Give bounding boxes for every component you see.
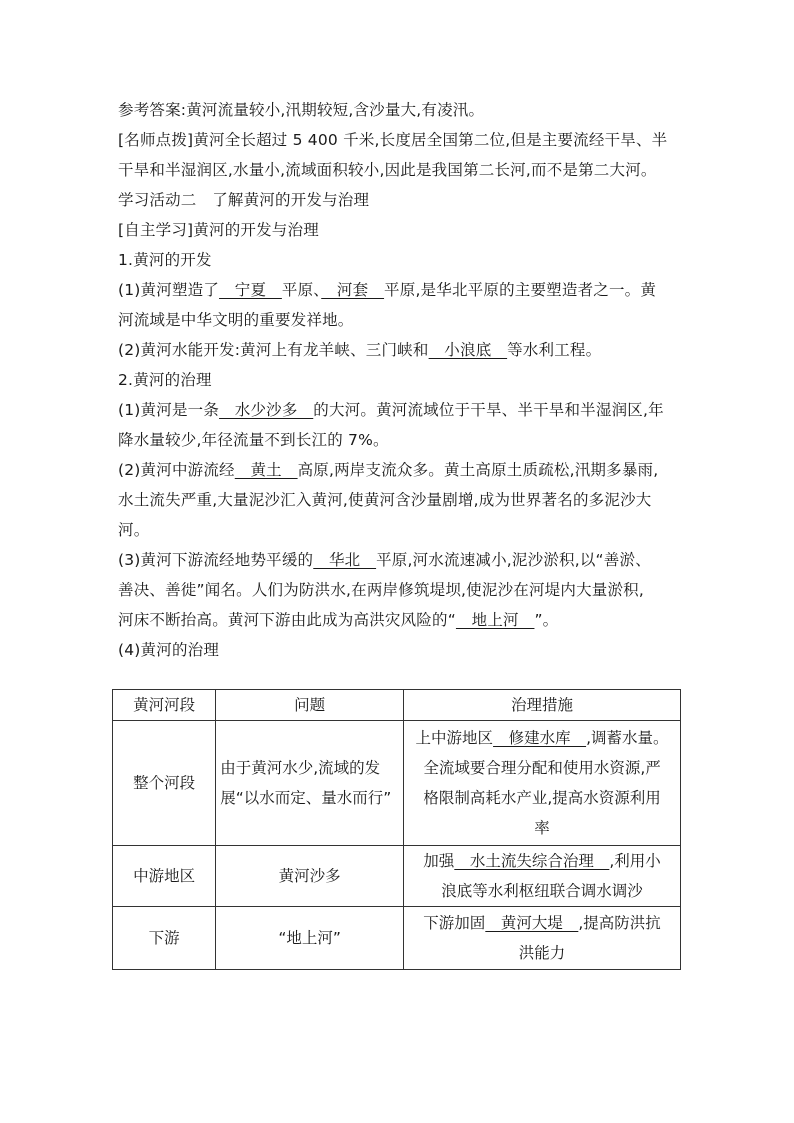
cell-line: [408, 846, 676, 876]
column-header: 黄河河段: [113, 690, 216, 721]
table-caption: (4)黄河的治理: [118, 641, 220, 659]
text: 平原,是华北平原的主要塑造者之一。黄: [384, 281, 657, 299]
text: 加强: [423, 852, 455, 870]
cell-line: 洪能力: [518, 944, 566, 962]
blank-answer: 地上河: [455, 611, 535, 629]
text: 高原,两岸支流众多。黄土高原土质疏松,汛期多暴雨,: [297, 461, 659, 479]
blank-answer: 黄河大堤: [485, 914, 579, 932]
blank-answer: 水少沙多: [219, 401, 314, 419]
problem-cell: [216, 721, 404, 846]
text: 河床不断抬高。黄河下游由此成为高洪灾风险的“: [118, 611, 456, 629]
text: 平原、: [281, 281, 322, 299]
subsection-title: [自主学习]黄河的开发与治理: [118, 221, 319, 239]
blank-answer: 水土流失综合治理: [454, 852, 610, 870]
cell-line: 展“以水而定、量水而行”: [220, 789, 392, 807]
table-row: [113, 721, 681, 846]
governance-table: [112, 689, 681, 970]
text: (2)黄河中游流经: [118, 461, 235, 479]
paragraph-line: 善决、善徙”闻名。人们为防洪水,在两岸修筑堤坝,使泥沙在河堤内大量淤积,: [118, 581, 645, 599]
problem-cell: “地上河”: [216, 907, 404, 970]
tip-line-2: 干旱和半湿润区,水量小,流域面积较小,因此是我国第二长河,而不是第二大河。: [118, 161, 657, 179]
text: (3)黄河下游流经地势平缓的: [118, 551, 314, 569]
paragraph-line: [118, 455, 684, 485]
cell-line: 全流域要合理分配和使用水资源,严: [423, 759, 661, 777]
text: ,调蓄水量。: [586, 729, 669, 747]
blank-answer: 修建水库: [493, 729, 587, 747]
paragraph-line: 河流域是中华文明的重要发祥地。: [118, 311, 354, 329]
paragraph-line: 降水量较少,年径流量不到长江的 7%。: [118, 431, 389, 449]
text: ,利用小: [609, 852, 661, 870]
paragraph-line: [118, 335, 684, 365]
cell-line: 由于黄河水少,流域的发: [220, 759, 381, 777]
cell-line: [408, 908, 676, 938]
paragraph-line: [118, 395, 684, 425]
tip-line-1: [名师点拨]黄河全长超过 5 400 千米,长度居全国第二位,但是主要流经干旱、半: [118, 131, 668, 149]
blank-answer: 黄土: [234, 461, 298, 479]
text: 的大河。黄河流域位于干旱、半干旱和半湿润区,年: [313, 401, 664, 419]
heading-development: 1.黄河的开发: [118, 251, 212, 269]
text: ,提高防洪抗: [578, 914, 661, 932]
paragraph-line: 河。: [118, 521, 150, 539]
section-cell: 下游: [113, 907, 216, 970]
blank-answer: 河套: [321, 281, 385, 299]
text: 平原,河水流速减小,泥沙淤积,以“善淤、: [376, 551, 651, 569]
section-cell: 中游地区: [113, 846, 216, 907]
measure-cell: [404, 907, 681, 970]
problem-cell: 黄河沙多: [216, 846, 404, 907]
paragraph-line: 水土流失严重,大量泥沙汇入黄河,使黄河含沙量剧增,成为世界著名的多泥沙大: [118, 491, 652, 509]
answer-line: 参考答案:黄河流量较小,汛期较短,含沙量大,有凌汛。: [118, 101, 485, 119]
text: 下游加固: [423, 914, 486, 932]
cell-line: 率: [534, 819, 550, 837]
heading-governance: 2.黄河的治理: [118, 371, 212, 389]
text: (1)黄河是一条: [118, 401, 220, 419]
table-header-row: [113, 690, 681, 721]
blank-answer: 小浪底: [428, 341, 508, 359]
paragraph-line: [118, 545, 684, 575]
paragraph-line: [118, 275, 684, 305]
measure-cell: [404, 721, 681, 846]
text: (2)黄河水能开发:黄河上有龙羊峡、三门峡和: [118, 341, 429, 359]
text: 上中游地区: [415, 729, 494, 747]
text: (1)黄河塑造了: [118, 281, 220, 299]
cell-line: 格限制高耗水产业,提高水资源利用: [423, 789, 661, 807]
section-title: 学习活动二 了解黄河的开发与治理: [118, 191, 370, 209]
section-cell: 整个河段: [113, 721, 216, 846]
cell-line: [408, 723, 676, 753]
column-header: 问题: [216, 690, 404, 721]
paragraph-line: [118, 605, 684, 635]
table-row: [113, 907, 681, 970]
blank-answer: 宁夏: [219, 281, 282, 299]
column-header: 治理措施: [404, 690, 681, 721]
document-body: [118, 95, 684, 665]
text: ”。: [534, 611, 559, 629]
measure-cell: [404, 846, 681, 907]
cell-line: 浪底等水利枢纽联合调水调沙: [441, 882, 643, 900]
blank-answer: 华北: [313, 551, 377, 569]
text: 等水利工程。: [507, 341, 602, 359]
table-row: [113, 846, 681, 907]
